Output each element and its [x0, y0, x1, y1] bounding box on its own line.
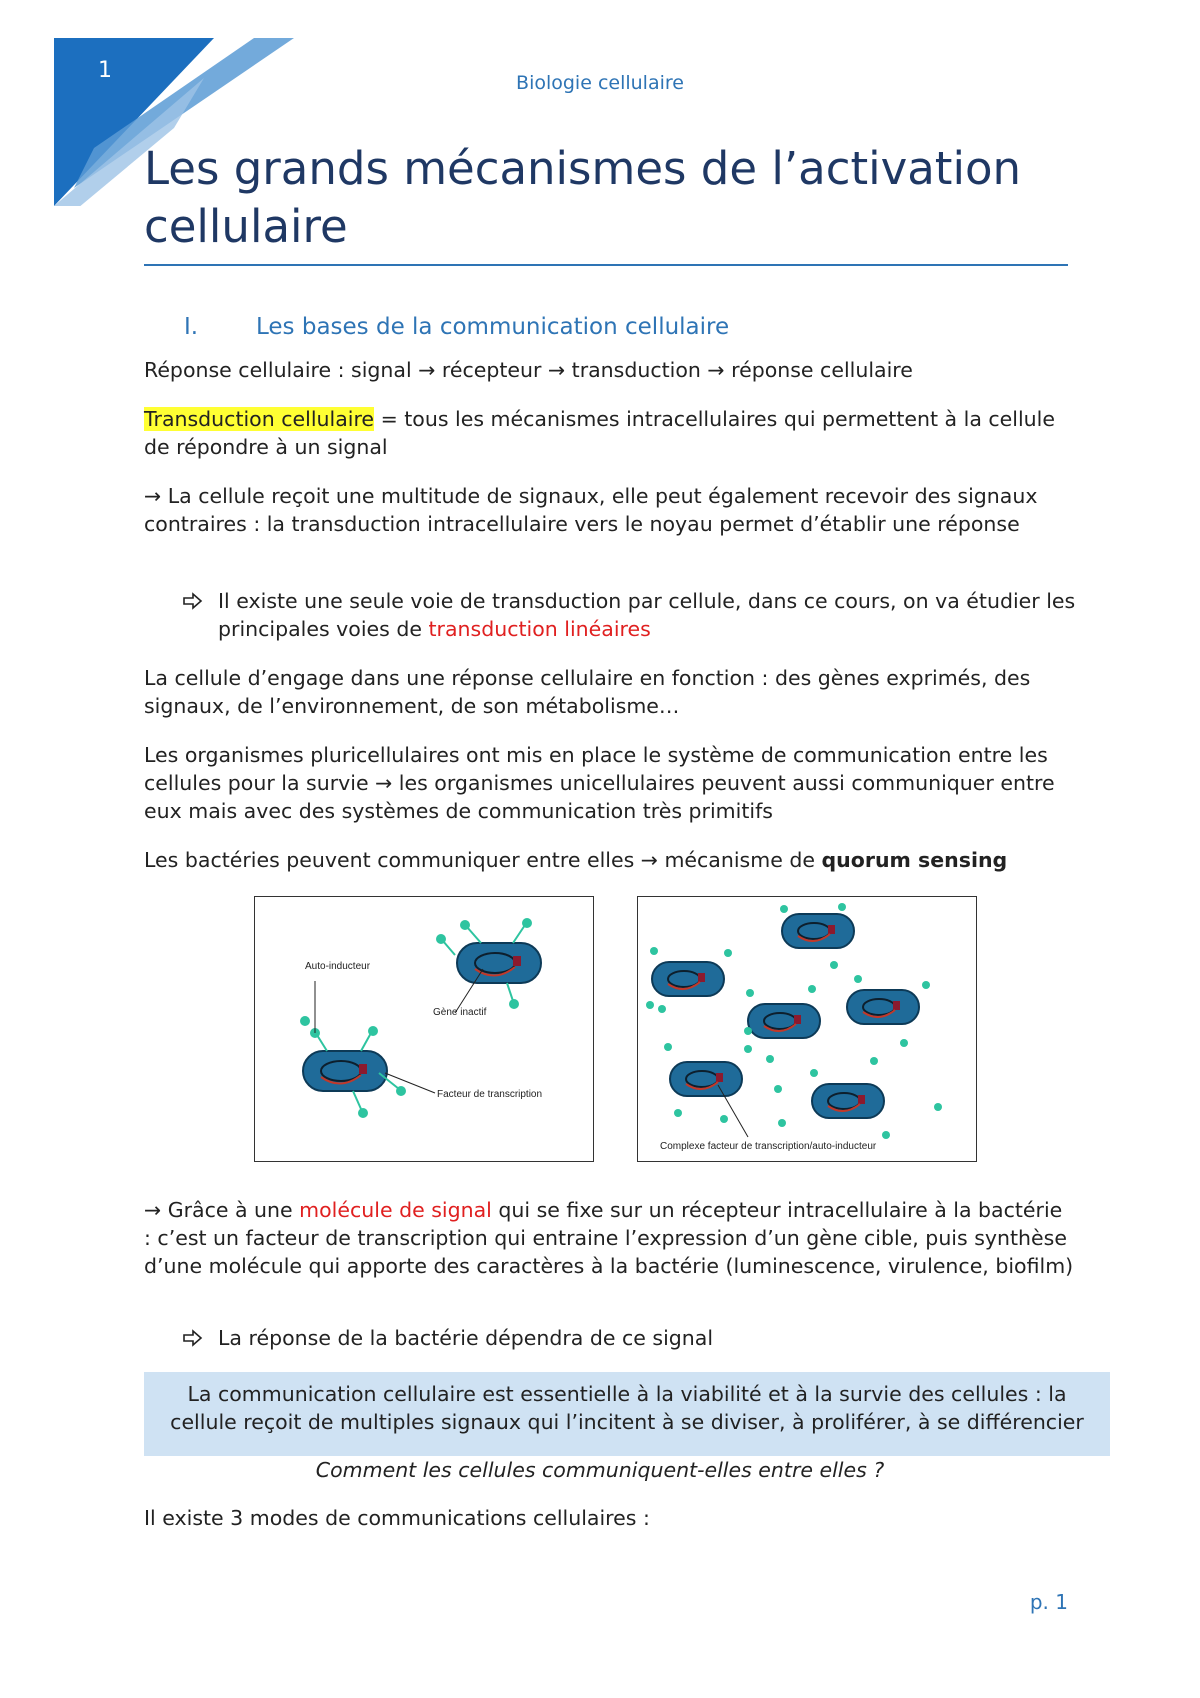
section-heading — [184, 314, 729, 340]
bacterium-top — [457, 943, 541, 983]
bullet-1-text: Il existe une seule voie de transduction par cellule, dans ce cours, on va étudier les principales voies de — [218, 589, 1076, 641]
paragraph-7-text-a: → Grâce à une — [144, 1198, 300, 1222]
paragraph-7-red: molécule de signal — [299, 1198, 492, 1222]
bacterium-bottom — [303, 1051, 387, 1091]
paragraph-4: La cellule d’engage dans une réponse cellulaire en fonction : des gènes exprimés, des signaux, de l’environnement, de son métabolisme… — [144, 666, 1031, 718]
hollow-arrow-icon — [182, 592, 204, 610]
bullet-1 — [218, 587, 1078, 643]
paragraph-6 — [144, 846, 1074, 874]
figure-bacteria-high-density — [637, 896, 977, 1162]
question-line: Comment les cellules communiquent-elles entre elles ? — [315, 1458, 885, 1482]
hollow-arrow-icon — [182, 1329, 204, 1347]
highlight-term: Transduction cellulaire — [144, 407, 375, 431]
figure-bacteria-low-density — [254, 896, 594, 1162]
callout-text: La communication cellulaire est essentielle à la viabilité et à la survie des cellules : la cellule reçoit de multiples signaux qui l’incitent à se diviser, à proliférer, à se différencier — [170, 1382, 1084, 1434]
section-number: I. — [184, 314, 199, 340]
paragraph-7 — [144, 1196, 1074, 1280]
footer-page-number: p. 1 — [1029, 1590, 1068, 1614]
callout-box — [144, 1372, 1110, 1456]
header-title: Biologie cellulaire — [516, 72, 684, 94]
paragraph-3: → La cellule reçoit une multitude de signaux, elle peut également recevoir des signaux contraires : la transduction intracellulaire vers le noyau permet d’établir une réponse — [144, 484, 1038, 536]
quorum-sensing-term: quorum sensing — [821, 848, 1008, 872]
bullet-1-red: transduction linéaires — [428, 617, 651, 641]
section-title: Les bases de la communication cellulaire — [256, 314, 730, 340]
paragraph-5: Les organismes pluricellulaires ont mis en place le système de communication entre les cellules pour la survie → les organismes unicellulaires peuvent aussi communiquer entre eux mais avec des systèmes de communication très primitifs — [144, 743, 1055, 823]
paragraph-6-text: Les bactéries peuvent communiquer entre elles → mécanisme de — [144, 848, 822, 872]
paragraph-2 — [144, 405, 1074, 461]
label-gene-inactif: Gène inactif — [433, 1007, 487, 1018]
label-facteur-transcription: Facteur de transcription — [437, 1089, 543, 1100]
paragraph-8: Il existe 3 modes de communications cellulaires : — [144, 1506, 650, 1530]
header-page-number: 1 — [98, 58, 112, 83]
page-title: Les grands mécanismes de l’activation cellulaire — [144, 142, 1021, 253]
paragraph-2-text: = tous les mécanismes intracellulaires qui permettent à la cellule de répondre à un signal — [144, 407, 1055, 459]
bullet-2: La réponse de la bactérie dépendra de ce signal — [218, 1326, 714, 1350]
paragraph-1: Réponse cellulaire : signal → récepteur → transduction → réponse cellulaire — [144, 358, 913, 382]
paragraph-7-text-b: qui se fixe sur un récepteur intracellulaire à la bactérie : c’est un facteur de transcription qui entraine l’expression d’un gène cible, puis synthèse d’une molécule qui apporte des caractères à la bactérie (luminescence, virulence, biofilm) — [144, 1198, 1074, 1278]
title-rule — [144, 264, 1068, 266]
label-auto-inducteur: Auto-inducteur — [305, 961, 371, 972]
label-complexe: Complexe facteur de transcription/auto-inducteur — [660, 1141, 877, 1152]
